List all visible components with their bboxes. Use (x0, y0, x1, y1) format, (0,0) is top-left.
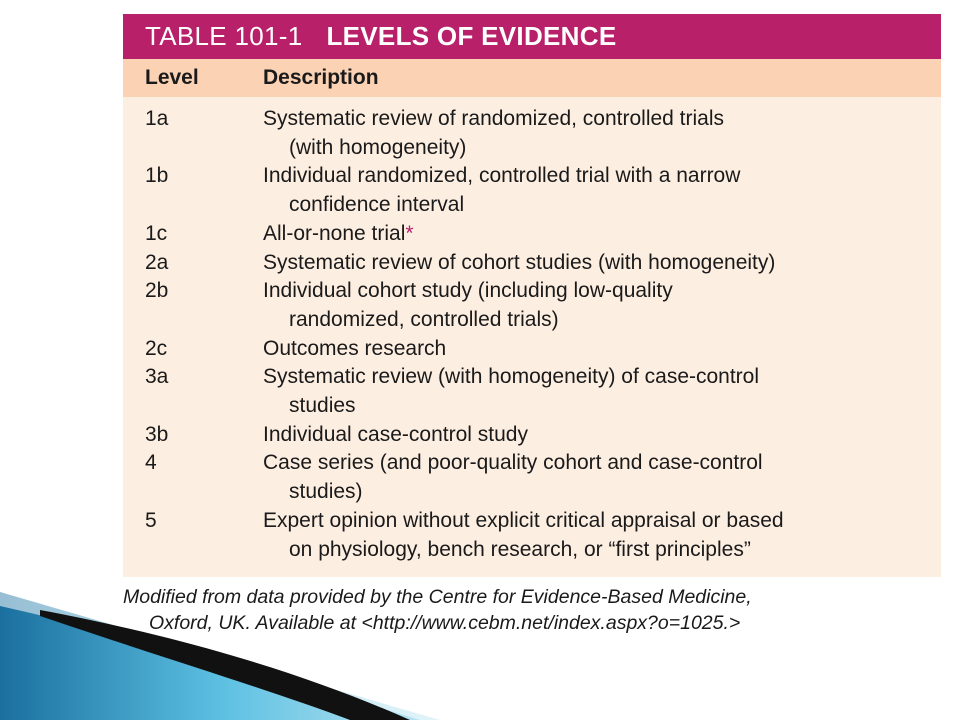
row-description (263, 277, 941, 334)
table-row (123, 277, 941, 334)
row-level: 2b (145, 279, 169, 303)
description-line-1: Outcomes research (263, 336, 447, 360)
description-line-2: studies) (289, 480, 363, 504)
description-line-1: Systematic review of randomized, controlled trials (263, 107, 725, 130)
row-description (263, 249, 941, 278)
table-body (123, 97, 941, 577)
description-line-1: Individual cohort study (including low-quality (263, 279, 673, 303)
description-line-1: Individual randomized, controlled trial with a narrow (263, 164, 741, 188)
table-row (123, 249, 941, 278)
row-level: 5 (145, 508, 157, 532)
description-line-1: Individual case-control study (263, 422, 528, 446)
row-level: 1a (145, 107, 169, 130)
table-name: LEVELS OF EVIDENCE (326, 21, 617, 51)
row-level: 1c (145, 221, 168, 245)
description-line-2: on physiology, bench research, or “first principles” (289, 537, 751, 561)
row-level: 1b (145, 164, 169, 188)
table-row (123, 220, 941, 249)
footnote-line-1: Modified from data provided by the Centre for Evidence-Based Medicine, (123, 586, 752, 608)
description-line-1: Case series (and poor-quality cohort and case-control (263, 451, 763, 475)
row-level: 2a (145, 250, 169, 274)
table-row (123, 162, 941, 219)
description-line-2: randomized, controlled trials) (289, 307, 559, 331)
row-description (263, 507, 941, 564)
row-level: 2c (145, 336, 168, 360)
description-line-1: Systematic review of cohort studies (with homogeneity) (263, 250, 776, 274)
row-level: 3a (145, 365, 169, 389)
table-row (123, 335, 941, 364)
row-description (263, 105, 941, 162)
row-level: 3b (145, 422, 169, 446)
table-number: TABLE 101-1 (145, 21, 303, 51)
table-row (123, 421, 941, 450)
description-line-2: (with homogeneity) (289, 135, 467, 159)
table-row (123, 363, 941, 420)
description-line-1: Systematic review (with homogeneity) of case-control (263, 365, 760, 389)
row-description (263, 162, 941, 219)
levels-of-evidence-table (123, 14, 941, 577)
footnote-line-2: Oxford, UK. Available at <http://www.cebm.net/index.aspx?o=1025.> (149, 612, 741, 634)
table-row (123, 449, 941, 506)
table-row (123, 507, 941, 564)
row-description (263, 421, 941, 450)
description-line-2: confidence interval (289, 193, 465, 217)
header-level: Level (145, 66, 199, 89)
row-description (263, 335, 941, 364)
table-header-row (123, 59, 941, 97)
footnote-marker: * (405, 221, 414, 245)
row-description (263, 220, 941, 249)
description-line-2: studies (289, 394, 356, 418)
header-description: Description (263, 66, 379, 89)
table-footnote (123, 584, 933, 636)
table-row (123, 105, 941, 162)
description-line-1: All-or-none trial (263, 221, 406, 245)
table-title-bar (123, 14, 941, 59)
row-description (263, 363, 941, 420)
row-description (263, 449, 941, 506)
description-line-1: Expert opinion without explicit critical appraisal or based (263, 508, 784, 532)
row-level: 4 (145, 451, 157, 475)
